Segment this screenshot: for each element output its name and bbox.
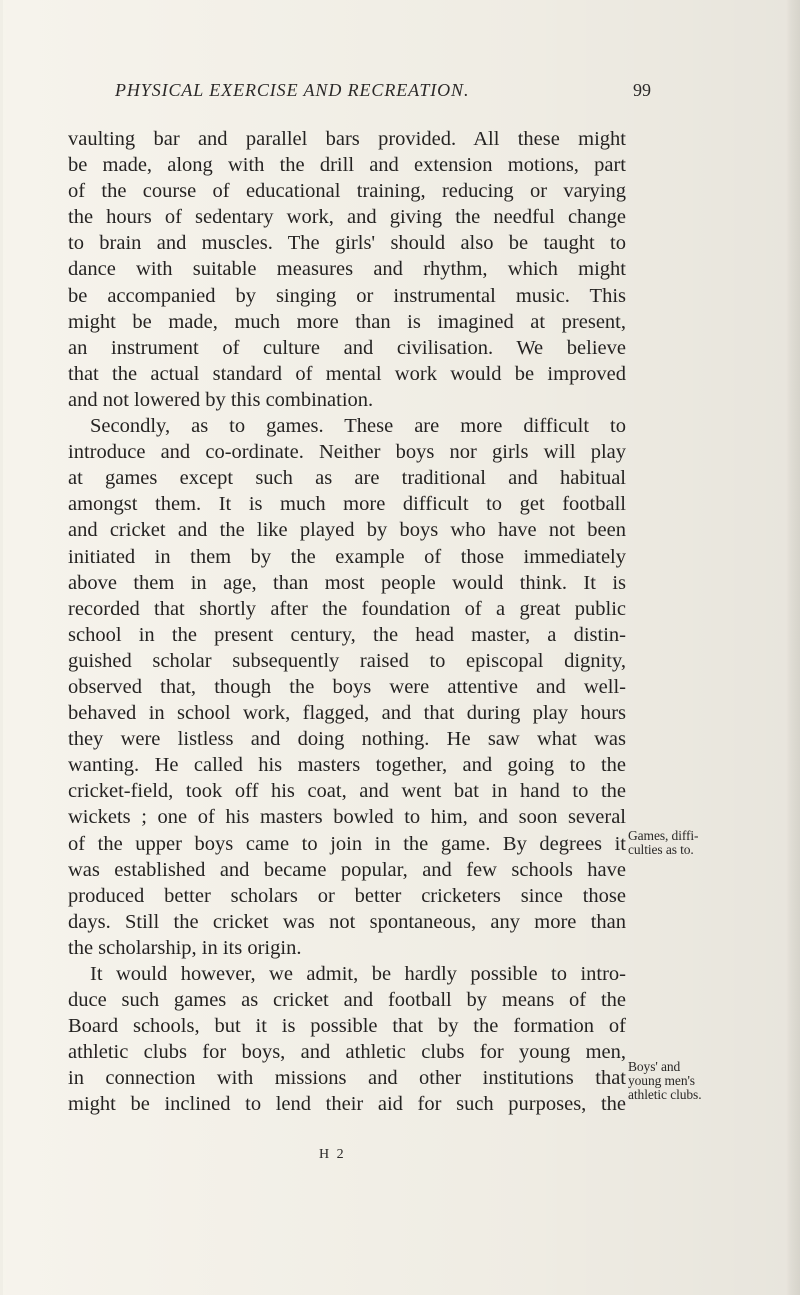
margin-note-line: athletic clubs. <box>628 1087 702 1102</box>
text-line: dance with suitable measures and rhythm, which might <box>68 258 626 281</box>
text-line: in connection with missions and other institutions that <box>68 1067 626 1090</box>
text-line: guished scholar subsequently raised to episcopal dignity, <box>68 649 626 672</box>
text-line: of the course of educational training, reducing or varying <box>68 180 626 203</box>
margin-note-line: culties as to. <box>628 842 694 857</box>
text-line: an instrument of culture and civilisation. We believe <box>68 336 626 359</box>
margin-note-line: young men's <box>628 1073 695 1088</box>
page-number: 99 <box>633 80 651 100</box>
text-line: to brain and muscles. The girls' should also be taught to <box>68 232 626 255</box>
margin-note-line: Boys' and <box>628 1059 681 1074</box>
text-line: the hours of sedentary work, and giving the needful change <box>68 206 626 229</box>
text-line: Board schools, but it is possible that by the formation of <box>68 1015 626 1038</box>
text-line: It would however, we admit, be hardly possible to intro- <box>90 963 626 985</box>
text-line: behaved in school work, flagged, and that during play hours <box>68 702 626 725</box>
page-header <box>115 80 651 106</box>
text-line: the scholarship, in its origin. <box>68 936 302 959</box>
margin-note-games <box>628 829 698 857</box>
text-line: observed that, though the boys were attentive and well- <box>68 675 626 698</box>
text-line: of the upper boys came to join in the game. By degrees it <box>68 832 626 855</box>
text-line: and not lowered by this combination. <box>68 388 374 411</box>
text-line: days. Still the cricket was not spontaneous, any more than <box>68 910 626 933</box>
text-line: athletic clubs for boys, and athletic clubs for young men, <box>68 1041 626 1064</box>
text-line: above them in age, than most people would think. It is <box>68 571 626 594</box>
page-inner-shadow <box>0 0 3 1295</box>
text-line: was established and became popular, and few schools have <box>68 858 626 881</box>
text-line: wanting. He called his masters together, and going to the <box>68 754 626 777</box>
text-line: and cricket and the like played by boys who have not been <box>68 519 626 542</box>
text-line: school in the present century, the head master, a distin- <box>68 623 626 646</box>
text-line: be made, along with the drill and extension motions, part <box>68 154 626 177</box>
text-line: introduce and co-ordinate. Neither boys nor girls will play <box>68 441 626 464</box>
running-head: PHYSICAL EXERCISE AND RECREATION. <box>115 80 470 100</box>
text-line: at games except such as are traditional and habitual <box>68 467 626 490</box>
text-line: vaulting bar and parallel bars provided. All these might <box>68 128 626 150</box>
text-line: Secondly, as to games. These are more difficult to <box>90 415 626 438</box>
text-line: that the actual standard of mental work would be improved <box>68 362 626 385</box>
text-line: cricket-field, took off his coat, and went bat in hand to the <box>68 780 626 803</box>
text-line: initiated in them by the example of those immediately <box>68 545 626 568</box>
text-line: might be made, much more than is imagined at present, <box>68 310 626 333</box>
text-line: duce such games as cricket and football by means of the <box>68 989 626 1012</box>
text-line: recorded that shortly after the foundation of a great public <box>68 597 626 620</box>
text-line: they were listless and doing nothing. He saw what was <box>68 728 626 751</box>
text-line: might be inclined to lend their aid for such purposes, the <box>68 1093 626 1116</box>
margin-note-clubs <box>628 1060 701 1102</box>
text-line: amongst them. It is much more difficult to get football <box>68 493 626 516</box>
text-line: be accompanied by singing or instrumental music. This <box>68 284 626 307</box>
signature-mark: H 2 <box>319 1147 346 1162</box>
margin-note-line: Games, diffi- <box>628 828 699 843</box>
text-line: produced better scholars or better cricketers since those <box>68 884 626 907</box>
page-edge-shadow <box>786 0 800 1295</box>
text-line: wickets ; one of his masters bowled to him, and soon several <box>68 806 626 829</box>
body-text <box>68 126 626 1118</box>
